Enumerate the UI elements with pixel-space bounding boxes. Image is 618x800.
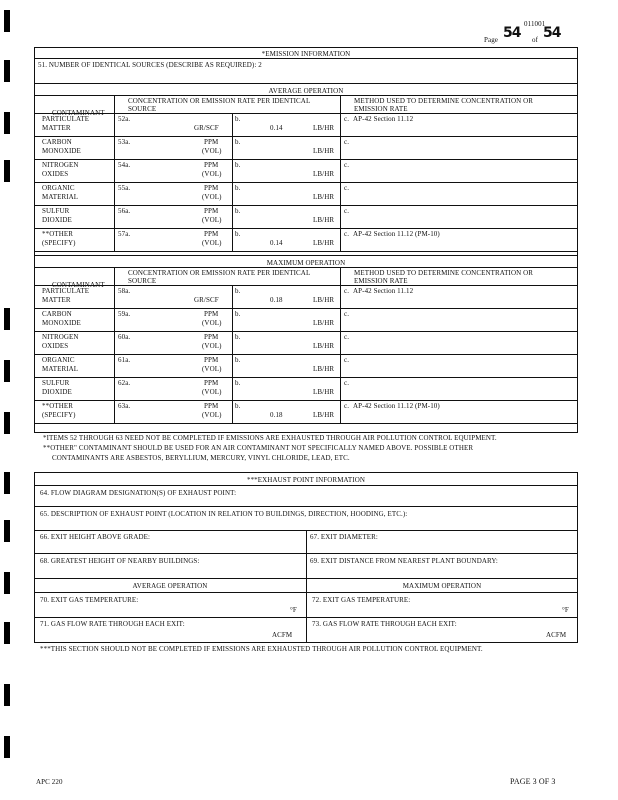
avg-row-5-lbhr-unit: LB/HR xyxy=(313,216,335,224)
binder-mark xyxy=(4,622,10,644)
avg-row-5-unit-vol: (VOL) xyxy=(202,216,222,224)
binder-mark xyxy=(4,684,10,706)
avg-row-1-unit-grscf: GR/SCF xyxy=(194,124,219,132)
q69-label: 69. EXIT DISTANCE FROM NEAREST PLANT BOUNDARY: xyxy=(310,557,498,565)
avg-row-3-contaminant-line2: OXIDES xyxy=(42,170,69,178)
avg-row-5-contaminant-line2: DIOXIDE xyxy=(42,216,72,224)
binder-mark xyxy=(4,112,10,134)
max-row-5-contaminant-line1: SULFUR xyxy=(42,379,70,387)
page-prefix: Page xyxy=(484,36,499,44)
max-row-1-b-label: b. xyxy=(235,287,241,295)
binder-mark xyxy=(4,520,10,542)
avg-row-2-item-number: 53a. xyxy=(118,138,131,146)
avg-row-6-lbhr-unit: LB/HR xyxy=(313,239,335,247)
max-row-2-contaminant-line2: MONOXIDE xyxy=(42,319,81,327)
avg-col-method: METHOD USED TO DETERMINE CONCENTRATION OR xyxy=(354,97,534,105)
doc-number: 011001 xyxy=(524,20,546,28)
avg-row-2-b-label: b. xyxy=(235,138,241,146)
avg-row-3-b-label: b. xyxy=(235,161,241,169)
avg-row-3-lbhr-unit: LB/HR xyxy=(313,170,335,178)
max-col-concentration: CONCENTRATION OR EMISSION RATE PER IDENTICAL xyxy=(128,269,311,277)
q64-label: 64. FLOW DIAGRAM DESIGNATION(S) OF EXHAUST POINT: xyxy=(40,489,237,497)
max-row-2-b-label: b. xyxy=(235,310,241,318)
avg-row-6-b-label: b. xyxy=(235,230,241,238)
avg-row-5-contaminant-line1: SULFUR xyxy=(42,207,70,215)
max-row-4-b-label: b. xyxy=(235,356,241,364)
avg-row-4-lbhr-unit: LB/HR xyxy=(313,193,335,201)
avg-row-5-b-label: b. xyxy=(235,207,241,215)
page-total-handwritten: 54 xyxy=(543,25,561,41)
avg-row-1-contaminant-line1: PARTICULATE xyxy=(42,115,90,123)
avg-row-3-item-number: 54a. xyxy=(118,161,131,169)
avg-row-4-b-label: b. xyxy=(235,184,241,192)
avg-row-1-method: AP-42 Section 11.12 xyxy=(353,115,414,123)
max-row-5-c-label: c. xyxy=(344,379,350,387)
form-id: APC 220 xyxy=(36,778,63,786)
max-row-5-item-number: 62a. xyxy=(118,379,131,387)
q51-label: 51. NUMBER OF IDENTICAL SOURCES (DESCRIBE AS REQUIRED): 2 xyxy=(38,61,262,69)
q73-label: 73. GAS FLOW RATE THROUGH EACH EXIT: xyxy=(312,620,457,628)
avg-row-1-c-label: c. xyxy=(344,115,350,123)
avg-row-5-unit-ppm: PPM xyxy=(204,207,219,215)
max-row-4-lbhr-unit: LB/HR xyxy=(313,365,335,373)
avg-col-concentration: CONCENTRATION OR EMISSION RATE PER IDENTICAL xyxy=(128,97,311,105)
avg-row-2-contaminant-line2: MONOXIDE xyxy=(42,147,81,155)
exhaust-title: ***EXHAUST POINT INFORMATION xyxy=(246,476,366,484)
max-row-6-contaminant-line2: (SPECIFY) xyxy=(42,411,76,419)
avg-row-4-unit-ppm: PPM xyxy=(204,184,219,192)
avg-row-2-contaminant-line1: CARBON xyxy=(42,138,72,146)
max-row-6-item-number: 63a. xyxy=(118,402,131,410)
q72-unit: °F xyxy=(562,606,569,614)
avg-row-4-contaminant-line2: MATERIAL xyxy=(42,193,79,201)
binder-mark xyxy=(4,360,10,382)
max-row-4-contaminant-line2: MATERIAL xyxy=(42,365,79,373)
max-row-2-lbhr-unit: LB/HR xyxy=(313,319,335,327)
avg-row-4-c-label: c. xyxy=(344,184,350,192)
max-row-1-c-label: c. xyxy=(344,287,350,295)
avg-row-2-unit-vol: (VOL) xyxy=(202,147,222,155)
avg-row-6-item-number: 57a. xyxy=(118,230,131,238)
avg-row-4-item-number: 55a. xyxy=(118,184,131,192)
q71-label: 71. GAS FLOW RATE THROUGH EACH EXIT: xyxy=(40,620,185,628)
avg-row-6-method: AP-42 Section 11.12 (PM-10) xyxy=(353,230,440,238)
max-row-1-unit-grscf: GR/SCF xyxy=(194,296,219,304)
max-row-5-unit-ppm: PPM xyxy=(204,379,219,387)
avg-operation-title: AVERAGE OPERATION xyxy=(268,87,344,95)
page-number-handwritten: 54 xyxy=(503,25,521,41)
max-row-6-unit-ppm: PPM xyxy=(204,402,219,410)
binder-mark xyxy=(4,160,10,182)
max-row-3-contaminant-line2: OXIDES xyxy=(42,342,69,350)
max-col-contaminant: CONTAMINANT xyxy=(52,281,105,289)
avg-row-1-lbhr-unit: LB/HR xyxy=(313,124,335,132)
exhaust-note: ***THIS SECTION SHOULD NOT BE COMPLETED IF EMISSIONS ARE EXHAUSTED THROUGH AIR POLLUTION CONTROL EQUIPMENT. xyxy=(40,645,483,653)
avg-col-contaminant: CONTAMINANT xyxy=(52,109,105,117)
avg-row-6-contaminant-line1: **OTHER xyxy=(42,230,74,238)
avg-row-1-contaminant-line2: MATTER xyxy=(42,124,71,132)
avg-row-4-contaminant-line1: ORGANIC xyxy=(42,184,75,192)
avg-row-2-c-label: c. xyxy=(344,138,350,146)
max-row-3-b-label: b. xyxy=(235,333,241,341)
note-possible-contaminants: CONTAMINANTS ARE ASBESTOS, BERYLLIUM, MERCURY, VINYL CHLORIDE, LEAD, ETC. xyxy=(52,454,350,462)
max-col-concentration-source: SOURCE xyxy=(128,277,157,285)
max-row-6-b-label: b. xyxy=(235,402,241,410)
binder-mark xyxy=(4,60,10,82)
avg-row-3-unit-vol: (VOL) xyxy=(202,170,222,178)
max-row-2-unit-vol: (VOL) xyxy=(202,319,222,327)
q68-label: 68. GREATEST HEIGHT OF NEARBY BUILDINGS: xyxy=(40,557,200,565)
q73-unit: ACFM xyxy=(546,631,567,639)
avg-row-4-unit-vol: (VOL) xyxy=(202,193,222,201)
q65-label: 65. DESCRIPTION OF EXHAUST POINT (LOCATION IN RELATION TO BUILDINGS, DIRECTION, HOODING, ETC.): xyxy=(40,510,408,518)
max-row-3-lbhr-unit: LB/HR xyxy=(313,342,335,350)
max-row-1-item-number: 58a. xyxy=(118,287,131,295)
q67-label: 67. EXIT DIAMETER: xyxy=(310,533,378,541)
max-row-5-unit-vol: (VOL) xyxy=(202,388,222,396)
max-row-1-contaminant-line2: MATTER xyxy=(42,296,71,304)
max-row-4-unit-vol: (VOL) xyxy=(202,365,222,373)
max-col-method-rate: EMISSION RATE xyxy=(354,277,408,285)
binder-mark xyxy=(4,572,10,594)
page-of: of xyxy=(532,36,539,44)
exhaust-average-title: AVERAGE OPERATION xyxy=(132,582,208,590)
max-row-4-item-number: 61a. xyxy=(118,356,131,364)
max-row-2-item-number: 59a. xyxy=(118,310,131,318)
page-label: PAGE 3 OF 3 xyxy=(510,777,556,786)
avg-row-6-contaminant-line2: (SPECIFY) xyxy=(42,239,76,247)
max-row-2-contaminant-line1: CARBON xyxy=(42,310,72,318)
max-row-6-contaminant-line1: **OTHER xyxy=(42,402,74,410)
max-row-2-unit-ppm: PPM xyxy=(204,310,219,318)
max-row-4-contaminant-line1: ORGANIC xyxy=(42,356,75,364)
max-row-5-lbhr-unit: LB/HR xyxy=(313,388,335,396)
max-col-method: METHOD USED TO DETERMINE CONCENTRATION OR xyxy=(354,269,534,277)
avg-row-1-lb-value: 0.14 xyxy=(270,124,283,132)
max-row-6-unit-vol: (VOL) xyxy=(202,411,222,419)
avg-row-6-c-label: c. xyxy=(344,230,350,238)
q72-label: 72. EXIT GAS TEMPERATURE: xyxy=(312,596,411,604)
max-row-3-unit-vol: (VOL) xyxy=(202,342,222,350)
emission-title: *EMISSION INFORMATION xyxy=(261,50,351,58)
avg-row-5-c-label: c. xyxy=(344,207,350,215)
avg-col-concentration-source: SOURCE xyxy=(128,105,157,113)
binder-mark xyxy=(4,472,10,494)
avg-row-2-unit-ppm: PPM xyxy=(204,138,219,146)
avg-row-1-b-label: b. xyxy=(235,115,241,123)
avg-row-2-lbhr-unit: LB/HR xyxy=(313,147,335,155)
max-row-2-c-label: c. xyxy=(344,310,350,318)
q66-label: 66. EXIT HEIGHT ABOVE GRADE: xyxy=(40,533,151,541)
exhaust-maximum-title: MAXIMUM OPERATION xyxy=(402,582,482,590)
max-row-4-c-label: c. xyxy=(344,356,350,364)
binder-mark xyxy=(4,308,10,330)
max-row-1-lbhr-unit: LB/HR xyxy=(313,296,335,304)
max-operation-title: MAXIMUM OPERATION xyxy=(266,259,346,267)
q71-unit: ACFM xyxy=(272,631,293,639)
avg-row-1-item-number: 52a. xyxy=(118,115,131,123)
max-row-6-lb-value: 0.18 xyxy=(270,411,283,419)
binder-mark xyxy=(4,412,10,434)
max-row-6-lbhr-unit: LB/HR xyxy=(313,411,335,419)
q70-unit: °F xyxy=(290,606,297,614)
max-row-3-item-number: 60a. xyxy=(118,333,131,341)
q70-label: 70. EXIT GAS TEMPERATURE: xyxy=(40,596,139,604)
max-row-5-contaminant-line2: DIOXIDE xyxy=(42,388,72,396)
avg-row-3-c-label: c. xyxy=(344,161,350,169)
max-row-3-contaminant-line1: NITROGEN xyxy=(42,333,79,341)
max-row-3-c-label: c. xyxy=(344,333,350,341)
binder-mark xyxy=(4,10,10,32)
avg-row-6-unit-vol: (VOL) xyxy=(202,239,222,247)
max-row-6-method: AP-42 Section 11.12 (PM-10) xyxy=(353,402,440,410)
max-row-1-contaminant-line1: PARTICULATE xyxy=(42,287,90,295)
avg-col-method-rate: EMISSION RATE xyxy=(354,105,408,113)
max-row-3-unit-ppm: PPM xyxy=(204,333,219,341)
avg-row-3-unit-ppm: PPM xyxy=(204,161,219,169)
avg-row-6-unit-ppm: PPM xyxy=(204,230,219,238)
max-row-6-c-label: c. xyxy=(344,402,350,410)
max-row-4-unit-ppm: PPM xyxy=(204,356,219,364)
max-row-1-method: AP-42 Section 11.12 xyxy=(353,287,414,295)
note-items-52-63: *ITEMS 52 THROUGH 63 NEED NOT BE COMPLETED IF EMISSIONS ARE EXHAUSTED THROUGH AIR POLLUTION CONTROL EQUIPMENT. xyxy=(43,434,497,442)
max-row-5-b-label: b. xyxy=(235,379,241,387)
avg-row-6-lb-value: 0.14 xyxy=(270,239,283,247)
max-row-1-lb-value: 0.18 xyxy=(270,296,283,304)
avg-row-5-item-number: 56a. xyxy=(118,207,131,215)
note-other-contaminant: **OTHER" CONTAMINANT SHOULD BE USED FOR AN AIR CONTAMINANT NOT SPECIFICALLY NAMED ABOVE. POSSIBLE OTHER xyxy=(43,444,474,452)
avg-row-3-contaminant-line1: NITROGEN xyxy=(42,161,79,169)
binder-mark xyxy=(4,736,10,758)
